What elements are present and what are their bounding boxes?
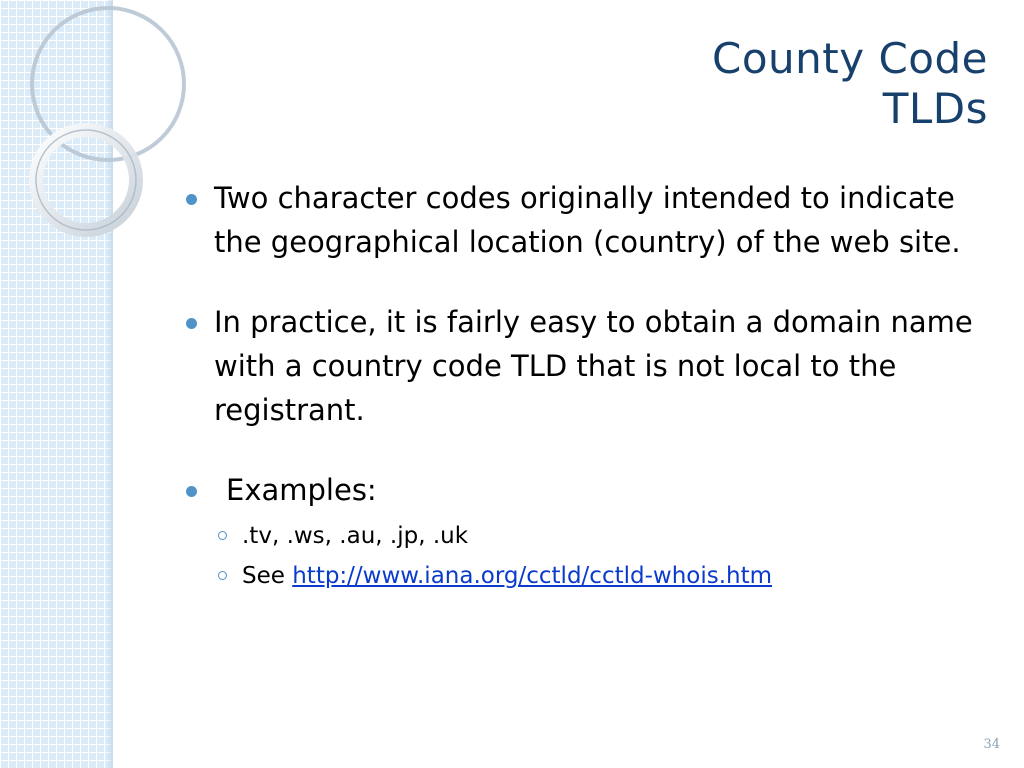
sub-bullet-item bbox=[186, 556, 986, 596]
decorative-rings bbox=[0, 0, 200, 260]
bullet-item bbox=[186, 468, 986, 512]
sub-bullet-text: .tv, .ws, .au, .jp, .uk bbox=[242, 523, 469, 549]
bullet-text: Two character codes originally intended to indicate the geographical location (country) of the web site. bbox=[214, 181, 961, 259]
iana-cctld-link[interactable]: http://www.iana.org/cctld/cctld-whois.htm bbox=[292, 563, 773, 589]
sub-bullet-ring-icon bbox=[218, 571, 227, 580]
sub-bullet-prefix: See bbox=[242, 563, 293, 589]
slide-title bbox=[712, 34, 988, 134]
sub-bullet-item bbox=[186, 516, 986, 556]
bullet-dot-icon bbox=[186, 486, 197, 497]
bullet-dot-icon bbox=[186, 318, 197, 329]
bullet-dot-icon bbox=[186, 194, 197, 205]
bullet-item bbox=[186, 176, 986, 264]
bullet-item bbox=[186, 300, 986, 432]
sub-bullet-ring-icon bbox=[218, 531, 227, 540]
title-line-1: County Code bbox=[712, 34, 988, 83]
bullet-text: In practice, it is fairly easy to obtain a domain name with a country code TLD that is not local to the registrant. bbox=[214, 305, 973, 427]
title-line-2: TLDs bbox=[882, 84, 988, 133]
bullet-text: Examples: bbox=[226, 473, 377, 507]
slide-content bbox=[186, 176, 986, 596]
slide-number: 34 bbox=[983, 737, 1000, 752]
